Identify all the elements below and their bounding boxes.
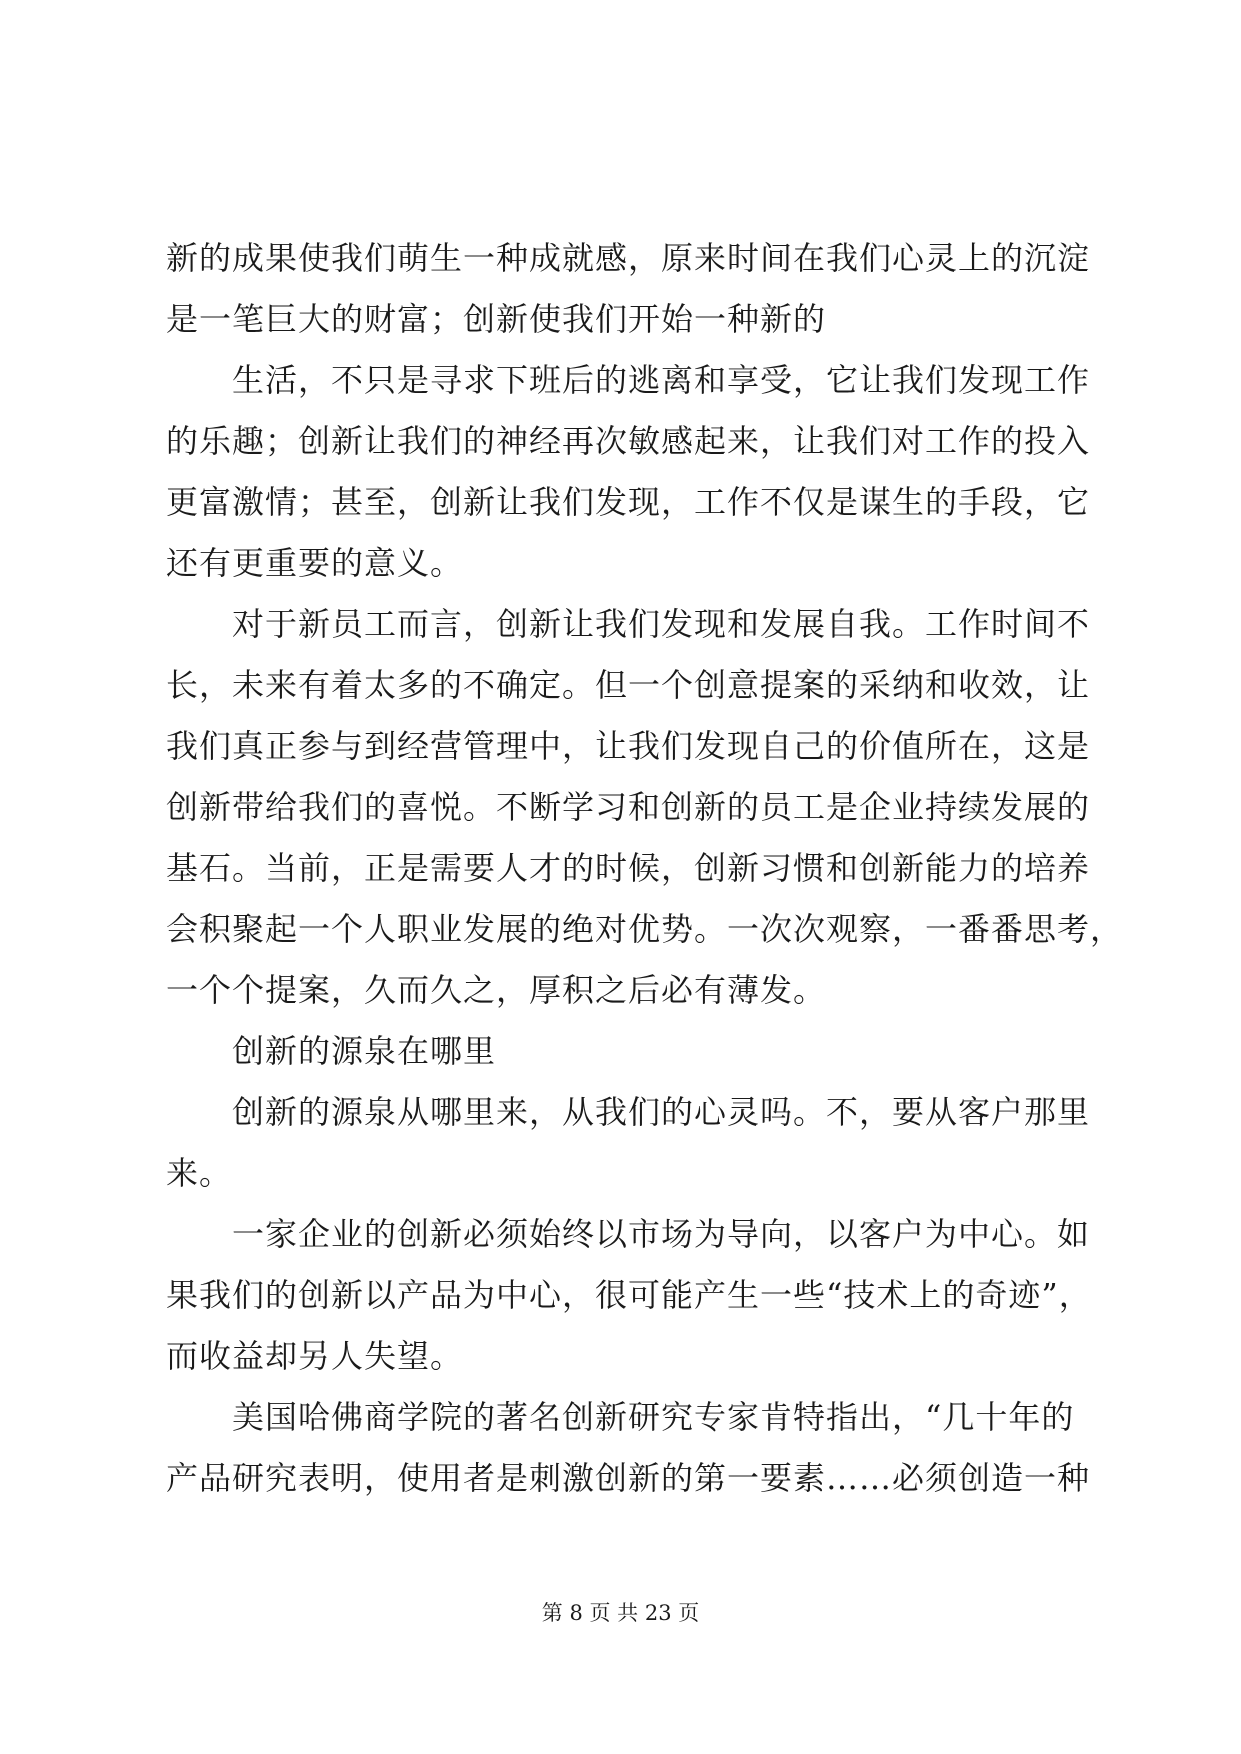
paragraph-first-line: 对于新员工而言，创新让我们发现和发展自我。工作时间不 <box>232 605 1091 643</box>
text-line: 是一笔巨大的财富；创新使我们开始一种新的 <box>166 300 827 338</box>
text-line: 来。 <box>166 1154 233 1192</box>
text-line: 我们真正参与到经营管理中，让我们发现自己的价值所在，这是 <box>166 727 1091 765</box>
text-line: 创新带给我们的喜悦。不断学习和创新的员工是企业持续发展的 <box>166 788 1091 826</box>
section-heading: 创新的源泉在哪里 <box>232 1032 497 1070</box>
text-line: 会积聚起一个人职业发展的绝对优势。一次次观察，一番番思考， <box>166 910 1124 948</box>
text-line: 长，未来有着太多的不确定。但一个创意提案的采纳和收效，让 <box>166 666 1091 704</box>
paragraph-first-line: 创新的源泉从哪里来，从我们的心灵吗。不，要从客户那里 <box>232 1093 1091 1131</box>
text-line: 果我们的创新以产品为中心，很可能产生一些“技术上的奇迹”， <box>166 1276 1092 1314</box>
paragraph-first-line: 生活，不只是寻求下班后的逃离和享受，它让我们发现工作 <box>232 361 1091 399</box>
body-text <box>166 228 1124 1509</box>
text-line: 更富激情；甚至，创新让我们发现，工作不仅是谋生的手段，它 <box>166 483 1091 521</box>
text-line: 一个个提案，久而久之，厚积之后必有薄发。 <box>166 971 827 1009</box>
text-line: 产品研究表明，使用者是刺激创新的第一要素……必须创造一种 <box>166 1459 1091 1497</box>
page-number-footer: 第 8 页 共 23 页 <box>541 1601 700 1625</box>
text-line: 的乐趣；创新让我们的神经再次敏感起来，让我们对工作的投入 <box>166 422 1091 460</box>
paragraph-first-line: 美国哈佛商学院的著名创新研究专家肯特指出，“几十年的 <box>232 1398 1075 1436</box>
text-line: 还有更重要的意义。 <box>166 544 464 582</box>
text-line: 而收益却另人失望。 <box>166 1337 464 1375</box>
text-line: 基石。当前，正是需要人才的时候，创新习惯和创新能力的培养 <box>166 849 1091 887</box>
text-line: 新的成果使我们萌生一种成就感，原来时间在我们心灵上的沉淀 <box>166 239 1091 277</box>
paragraph-first-line: 一家企业的创新必须始终以市场为导向，以客户为中心。如 <box>232 1215 1091 1253</box>
